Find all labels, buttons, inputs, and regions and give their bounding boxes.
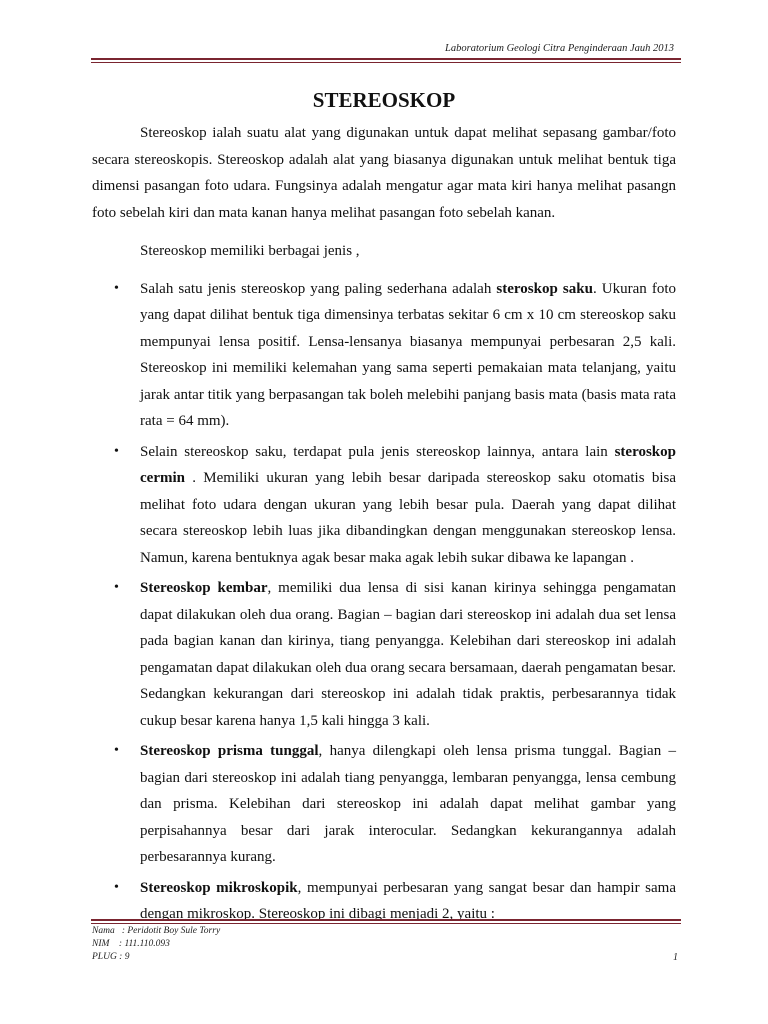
bullet-term: steroskop cermin <box>140 443 676 486</box>
bullet-term: Stereoskop mikroskopik <box>140 879 298 896</box>
intro-paragraph: Stereoskop ialah suatu alat yang digunakan untuk dapat melihat sepasang gambar/foto secara stereoskopis. Stereoskop adalah alat yang biasanya digunakan untuk melihat bentuk tiga dimensi pasangan foto udara. Fungsinya adalah mengatur agar mata kiri hanya melihat pasangn foto sebelah kiri dan mata kanan hanya melihat pasangan foto sebelah kanan. <box>92 125 676 221</box>
bullet-icon: • <box>114 879 119 895</box>
bullet-term: steroskop saku <box>496 280 593 297</box>
list-item <box>92 575 676 734</box>
bullet-icon: • <box>114 580 119 595</box>
stereoskop-types-list <box>92 276 676 928</box>
bullet-term: Stereoskop prisma tunggal <box>140 743 319 759</box>
types-intro: Stereoskop memiliki berbagai jenis , <box>140 243 360 259</box>
list-item <box>92 738 676 871</box>
footer-name: Nama : Peridotit Boy Sule Torry <box>92 926 221 936</box>
bullet-text: . Memiliki ukuran yang lebih besar daripada stereoskop saku otomatis bisa melihat foto udara dengan ukuran yang lebih besar pula. Daerah yang dapat dilihat secara stereoskop lebih luas jika dibandingkan dengan menggunakan stereoskop lensa. Namun, karena bentuknya agak besar maka agak lebih sukar dibawa ke lapangan . <box>140 470 676 566</box>
bullet-text: Salah satu jenis stereoskop yang paling sederhana adalah <box>140 280 497 297</box>
footer <box>92 925 676 964</box>
list-item <box>92 276 676 435</box>
bullet-term: Stereoskop kembar <box>140 580 268 596</box>
bullet-icon: • <box>114 743 119 758</box>
list-item <box>92 439 676 572</box>
footer-rule <box>91 919 681 924</box>
bullet-text: , mempunyai perbesaran yang sangat besar dan hampir sama dengan mikroskop. Stereoskop ini dibagi menjadi 2, yaitu : <box>140 879 676 922</box>
bullet-text: , memiliki dua lensa di sisi kanan kirinya sehingga pengamatan dapat dilakukan oleh dua orang. Bagian – bagian dari stereoskop ini adalah dua set lensa pada bagian kanan dan kirinya, tiang penyangga. Kelebihan dari stereoskop ini adalah pengamatan dapat dilakukan oleh dua orang secara bersamaan, daerah pengamatan besar. Sedangkan kekurangan dari stereoskop ini adalah tidak praktis, perbesarannya tidak cukup besar karena hanya 1,5 kali hingga 3 kali. <box>140 580 676 729</box>
bullet-text: , hanya dilengkapi oleh lensa prisma tunggal. Bagian – bagian dari stereoskop ini adalah tiang penyangga, lembaran penyangga, lensa cembung dan prisma. Kelebihan dari stereoskop ini adalah dapat melihat gambar yang perpisahannya besar dari jarak interocular. Sedangkan kekurangannya adalah perbesarannya kurang. <box>140 743 676 865</box>
page-title: STEREOSKOP <box>312 88 456 112</box>
body-content <box>92 86 676 932</box>
bullet-icon: • <box>114 280 119 296</box>
bullet-icon: • <box>114 443 119 459</box>
bullet-text: Selain stereoskop saku, terdapat pula jenis stereoskop lainnya, antara lain <box>140 443 615 460</box>
header-rule <box>91 58 681 63</box>
bullet-text: . Ukuran foto yang dapat dilihat bentuk tiga dimensinya terbatas sekitar 6 cm x 10 cm stereoskop saku mempunyai lensa positif. Lensa-lensanya biasanya mempunyai perbesaran 2,5 kali. Stereoskop ini memiliki kelemahan yang sama seperti pemakaian mata telanjang, yaitu jarak antar titik yang berpasangan tak boleh melebihi panjang basis mata (basis mata rata rata = 64 mm). <box>140 280 677 429</box>
running-header: Laboratorium Geologi Citra Penginderaan Jauh 2013 <box>445 43 674 54</box>
page-number: 1 <box>673 952 678 963</box>
footer-nim: NIM : 111.110.093 <box>92 939 170 949</box>
footer-plug: PLUG : 9 <box>92 952 130 962</box>
